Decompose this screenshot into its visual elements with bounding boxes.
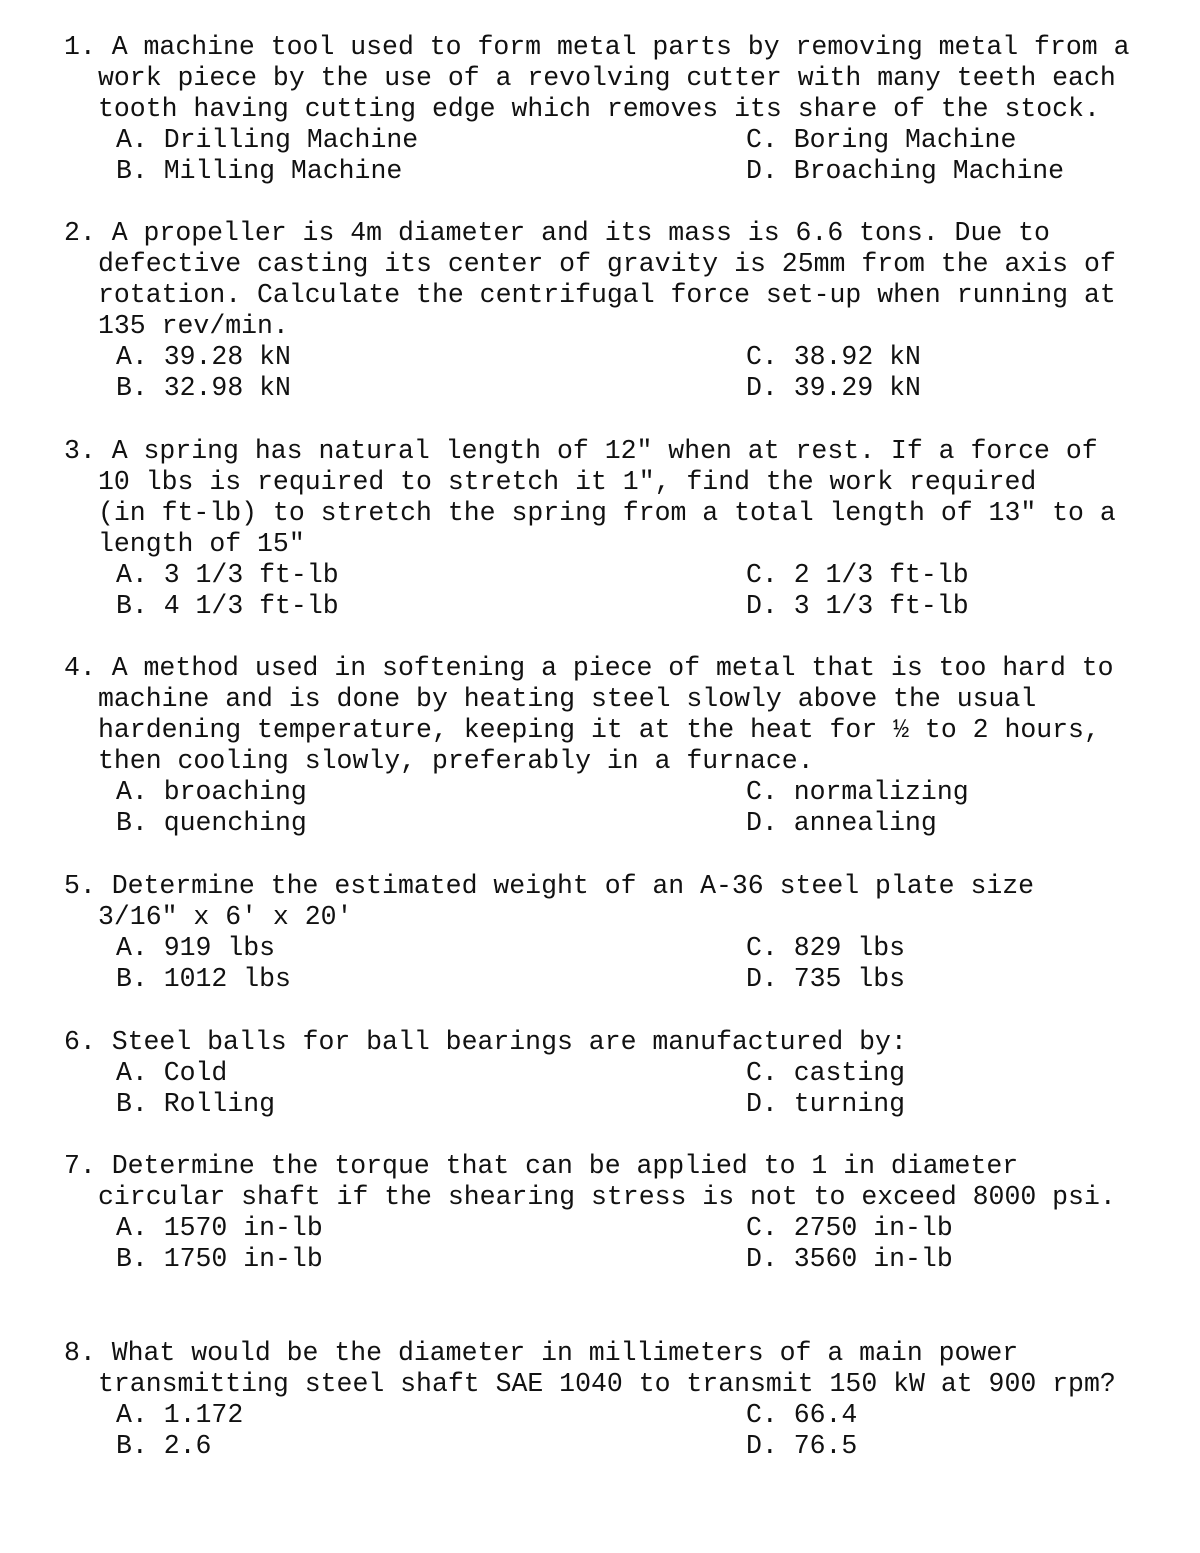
choice-d: D. 39.29 kN [746,373,921,403]
question-5 [64,871,1174,995]
question-text-line: tooth having cutting edge which removes its share of the stock. [98,94,1100,124]
question-text-line: (in ft-lb) to stretch the spring from a total length of 13″ to a [98,498,1116,528]
choice-a: A. 3 1/3 ft-lb [116,560,339,590]
choice-a: A. 1570 in-lb [116,1213,323,1243]
choice-c: C. 2750 in-lb [746,1213,953,1243]
choice-c: C. casting [746,1058,906,1088]
answer-choices [64,1213,1174,1275]
choice-a: A. 919 lbs [116,933,276,963]
question-1 [64,32,1174,187]
question-text-line: 4. A method used in softening a piece of metal that is too hard to [64,653,1114,683]
question-text-line: machine and is done by heating steel slowly above the usual [98,684,1037,714]
question-text-line: circular shaft if the shearing stress is not to exceed 8000 psi. [98,1182,1116,1212]
choice-d: D. 3 1/3 ft-lb [746,591,969,621]
choice-a: A. 1.172 [116,1400,244,1430]
question-text-line: length of 15″ [98,529,305,559]
choice-c: C. Boring Machine [746,125,1017,155]
answer-choices [64,933,1174,995]
choice-d: D. 735 lbs [746,964,906,994]
question-text-line: 5. Determine the estimated weight of an A-36 steel plate size [64,871,1035,901]
choice-b: B. 1012 lbs [116,964,291,994]
question-text-line: defective casting its center of gravity is 25mm from the axis of [98,249,1116,279]
question-8 [64,1338,1174,1462]
question-3 [64,436,1174,622]
choice-b: B. 32.98 kN [116,373,291,403]
choice-c: C. 2 1/3 ft-lb [746,560,969,590]
question-text-line: hardening temperature, keeping it at the heat for ½ to 2 hours, [98,715,1100,745]
choice-a: A. 39.28 kN [116,342,291,372]
choice-c: C. 66.4 [746,1400,858,1430]
choice-a: A. Drilling Machine [116,125,419,155]
question-text-line: 8. What would be the diameter in millimeters of a main power [64,1338,1019,1368]
answer-choices [64,125,1174,187]
choice-c: C. 829 lbs [746,933,906,963]
question-text-line: 7. Determine the torque that can be applied to 1 in diameter [64,1151,1019,1181]
question-text-line: 3/16″ x 6′ x 20′ [98,902,353,932]
choice-b: B. Milling Machine [116,156,403,186]
choice-b: B. 2.6 [116,1431,212,1461]
question-text-line: then cooling slowly, preferably in a furnace. [98,746,814,776]
question-2 [64,218,1174,404]
question-text-line: transmitting steel shaft SAE 1040 to transmit 150 kW at 900 rpm? [98,1369,1116,1399]
choice-b: B. quenching [116,808,307,838]
question-text-line: 2. A propeller is 4m diameter and its mass is 6.6 tons. Due to [64,218,1050,248]
answer-choices [64,342,1174,404]
question-4 [64,653,1174,839]
question-text-line: rotation. Calculate the centrifugal force set-up when running at [98,280,1116,310]
answer-choices [64,1058,1174,1120]
choice-d: D. 76.5 [746,1431,858,1461]
choice-d: D. annealing [746,808,937,838]
choice-d: D. 3560 in-lb [746,1244,953,1274]
choice-d: D. Broaching Machine [746,156,1065,186]
question-text-line: 10 lbs is required to stretch it 1″, find the work required [98,467,1037,497]
choice-d: D. turning [746,1089,906,1119]
question-text-line: work piece by the use of a revolving cutter with many teeth each [98,63,1116,93]
choice-b: B. 1750 in-lb [116,1244,323,1274]
answer-choices [64,777,1174,839]
choice-c: C. 38.92 kN [746,342,921,372]
question-text-line: 1. A machine tool used to form metal parts by removing metal from a [64,32,1130,62]
question-6 [64,1027,1174,1120]
question-text-line: 6. Steel balls for ball bearings are manufactured by: [64,1027,907,1057]
choice-b: B. 4 1/3 ft-lb [116,591,339,621]
choice-c: C. normalizing [746,777,969,807]
answer-choices [64,560,1174,622]
question-text-line: 3. A spring has natural length of 12″ when at rest. If a force of [64,436,1098,466]
choice-a: A. broaching [116,777,307,807]
choice-a: A. Cold [116,1058,228,1088]
question-text-line: 135 rev/min. [98,311,289,341]
choice-b: B. Rolling [116,1089,276,1119]
question-7 [64,1151,1174,1275]
answer-choices [64,1400,1174,1462]
